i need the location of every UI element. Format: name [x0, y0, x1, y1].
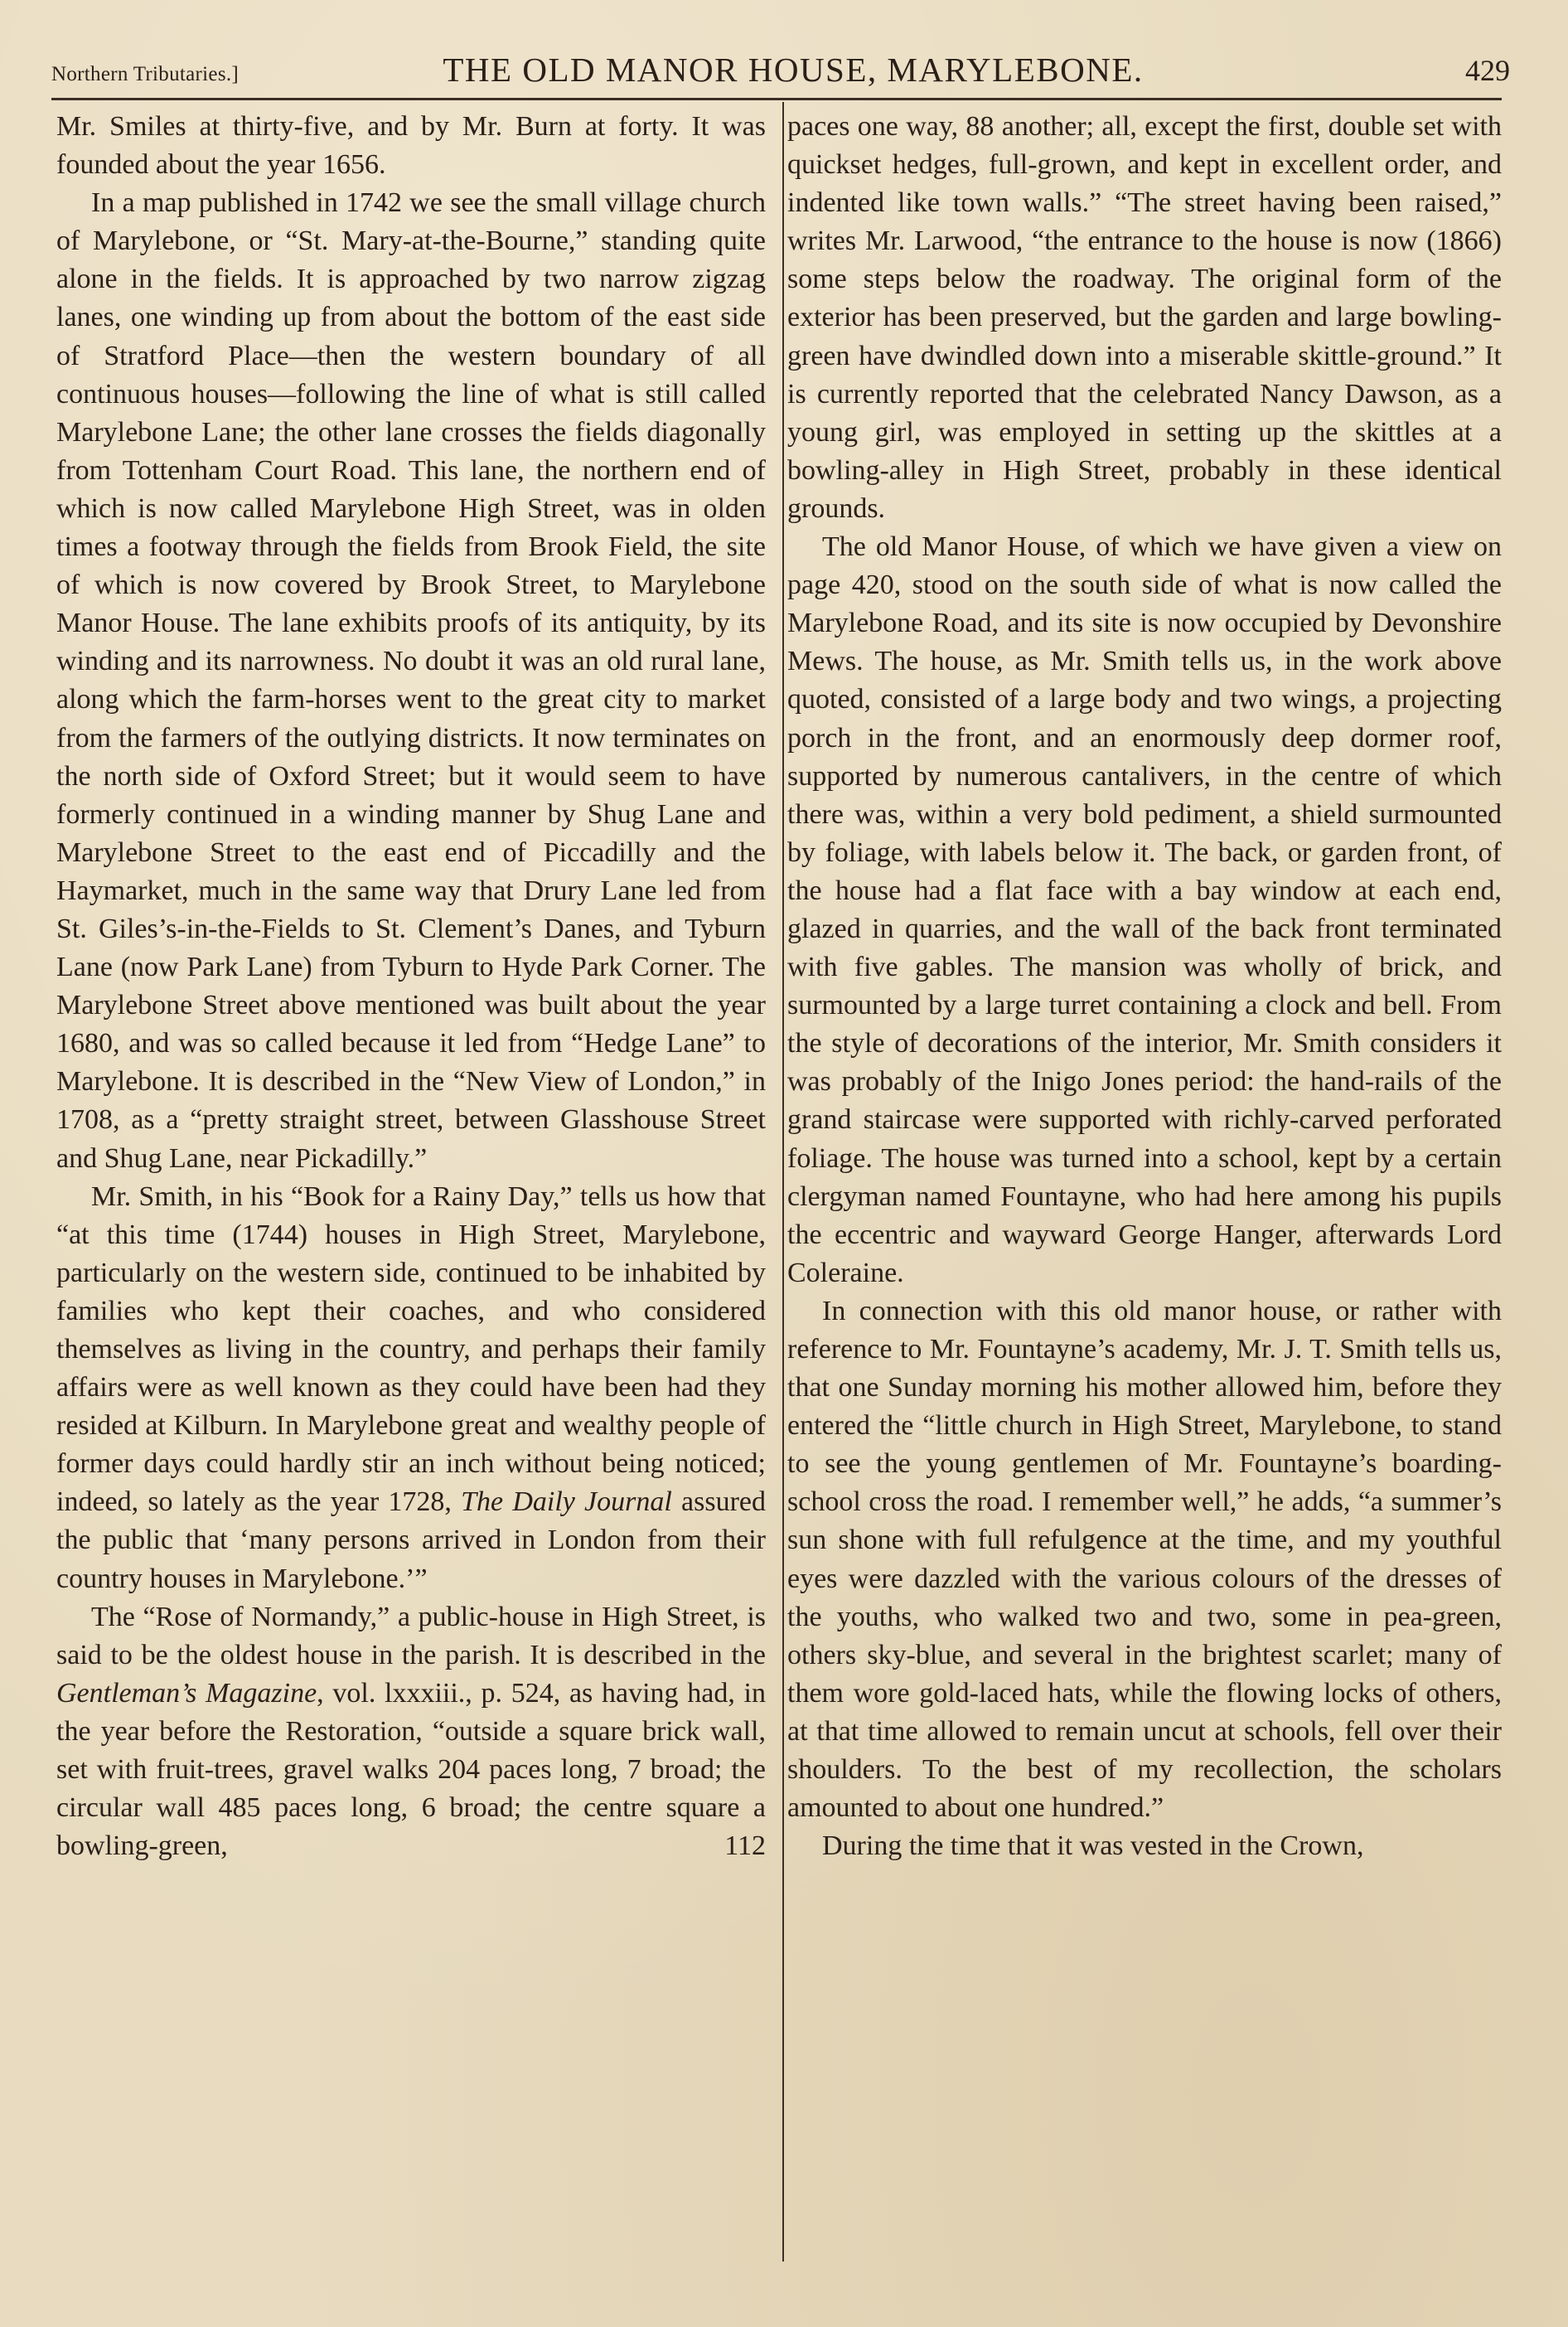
paragraph-text: assured the public that ‘many persons arrived in London from their country houses in Marylebone.’” [56, 1486, 766, 1594]
paragraph [56, 1178, 766, 1598]
paragraph: The old Manor House, of which we have given a view on page 420, stood on the south side of what is now called the Marylebone Road, and its site is now occupied by Devonshire Mews. The house, as Mr. Smith tells us, in the work above quoted, consisted of a large body and two wings, a projecting porch in the front, and an enormously deep dormer roof, supported by numerous cantalivers, in the centre of which there was, within a very bold pediment, a shield surmounted by foliage, with labels below it. The back, or garden front, of the house had a flat face with a bay window at each end, glazed in quarries, and the wall of the back front terminated with five gables. The mansion was wholly of brick, and surmounted by a large turret containing a clock and bell. From the style of decorations of the interior, Mr. Smith considers it was probably of the Inigo Jones period: the hand-rails of the grand staircase were supported with richly-carved perforated foliage. The house was turned into a school, kept by a certain clergyman named Fountayne, who had here among his pupils the eccentric and wayward George Hanger, afterwards Lord Coleraine. [787, 531, 1502, 1288]
page-number: 429 [1465, 54, 1510, 87]
header-rule [51, 98, 1502, 100]
paragraph: During the time that it was vested in the Crown, [822, 1830, 1364, 1862]
column-divider [782, 102, 784, 2262]
paragraph: In a map published in 1742 we see the small village church of Marylebone, or “St. Mary-at-the-Bourne,” standing quite alone in the fields. It is approached by two narrow zigzag lanes, one winding up from about the bottom of the east side of Stratford Place—then the western boundary of all continuous houses—following the line of what is still called Marylebone Lane; the other lane crosses the fields diagonally from Tottenham Court Road. This lane, the northern end of which is now called Marylebone High Street, was in olden times a footway through the fields from Brook Field, the site of which is now covered by Brook Street, to Marylebone Manor House. The lane exhibits proofs of its antiquity, by its winding and its narrowness. No doubt it was an old rural lane, along which the farm-horses went to the great city to market from the farmers of the outlying districts. It now terminates on the north side of Oxford Street; but it would seem to have formerly continued in a winding manner by Shug Lane and Marylebone Street to the east end of Piccadilly and the Haymarket, much in the same way that Drury Lane led from St. Giles’s-in-the-Fields to St. Clement’s Danes, and Tyburn Lane (now Park Lane) from Tyburn to Hyde Park Corner. The Marylebone Street above mentioned was built about the year 1680, and was so called because it led from “Hedge Lane” to Marylebone. It is described in the “New View of London,” in 1708, as a “pretty straight street, between Glasshouse Street and Shug Lane, near Pickadilly.” [56, 187, 766, 1174]
paragraph-text: The “Rose of Normandy,” a public-house in High Street, is said to be the oldest house in the parish. It is described in the [56, 1601, 766, 1670]
paragraph: paces one way, 88 another; all, except the first, double set with quickset hedges, full-grown, and kept in excellent order, and indented like town walls.” “The street having been raised,” writes Mr. Larwood, “the entrance to the house is now (1866) some steps below the roadway. The original form of the exterior has been preserved, but the garden and large bowling-green have dwindled down into a miserable skittle-ground.” It is currently reported that the celebrated Nancy Dawson, as a young girl, was employed in setting up the skittles at a bowling-alley in High Street, probably in these identical grounds. [787, 111, 1502, 524]
left-column [56, 108, 766, 1865]
page-title: THE OLD MANOR HOUSE, MARYLEBONE. [443, 51, 1144, 89]
right-column [787, 108, 1502, 1865]
paragraph: Mr. Smiles at thirty-five, and by Mr. Burn at forty. It was founded about the year 1656. [56, 111, 766, 181]
newspaper-title: The Daily Journal [461, 1486, 672, 1518]
paragraph: In connection with this old manor house, or rather with reference to Mr. Fountayne’s academy, Mr. J. T. Smith tells us, that one Sunday morning his mother allowed him, before they entered the “little church in High Street, Marylebone, to stand to see the young gentlemen of Mr. Fountayne’s boarding-school cross the road. I remember well,” he adds, “a summer’s sun shone with full refulgence at the time, and my youthful eyes were dazzled with the various colours of the dresses of the youths, who walked two and two, some in pea-green, others sky-blue, and several in the brightest scarlet; many of them wore gold-laced hats, while the flowing locks of others, at that time allowed to remain uncut at schools, fell over their shoulders. To the best of my recollection, the scholars amounted to about one hundred.” [787, 1295, 1502, 1824]
section-label: Northern Tributaries.] [51, 63, 240, 85]
magazine-title: Gentleman’s Magazine [56, 1677, 317, 1709]
paragraph [56, 1598, 766, 1866]
paragraph-text: , vol. lxxxiii., p. 524, as having had, in the year before the Restoration, “outside a square brick wall, set with fruit-trees, gravel walks 204 paces long, 7 broad; the circular wall 485 paces long, 6 broad; the centre square a bowling-green, 112 [56, 1677, 766, 1862]
running-header [51, 48, 1510, 98]
paragraph-text: Mr. Smith, in his “Book for a Rainy Day,” tells us how that “at this time (1744) houses in High Street, Marylebone, particularly on the western side, continued to be inhabited by families who kept their coaches, and who considered themselves as living in the country, and perhaps their family affairs were as well known as they could have been had they resided at Kilburn. In Marylebone great and wealthy people of former days could hardly stir an inch without being noticed; indeed, so lately as the year 1728, [56, 1180, 766, 1518]
